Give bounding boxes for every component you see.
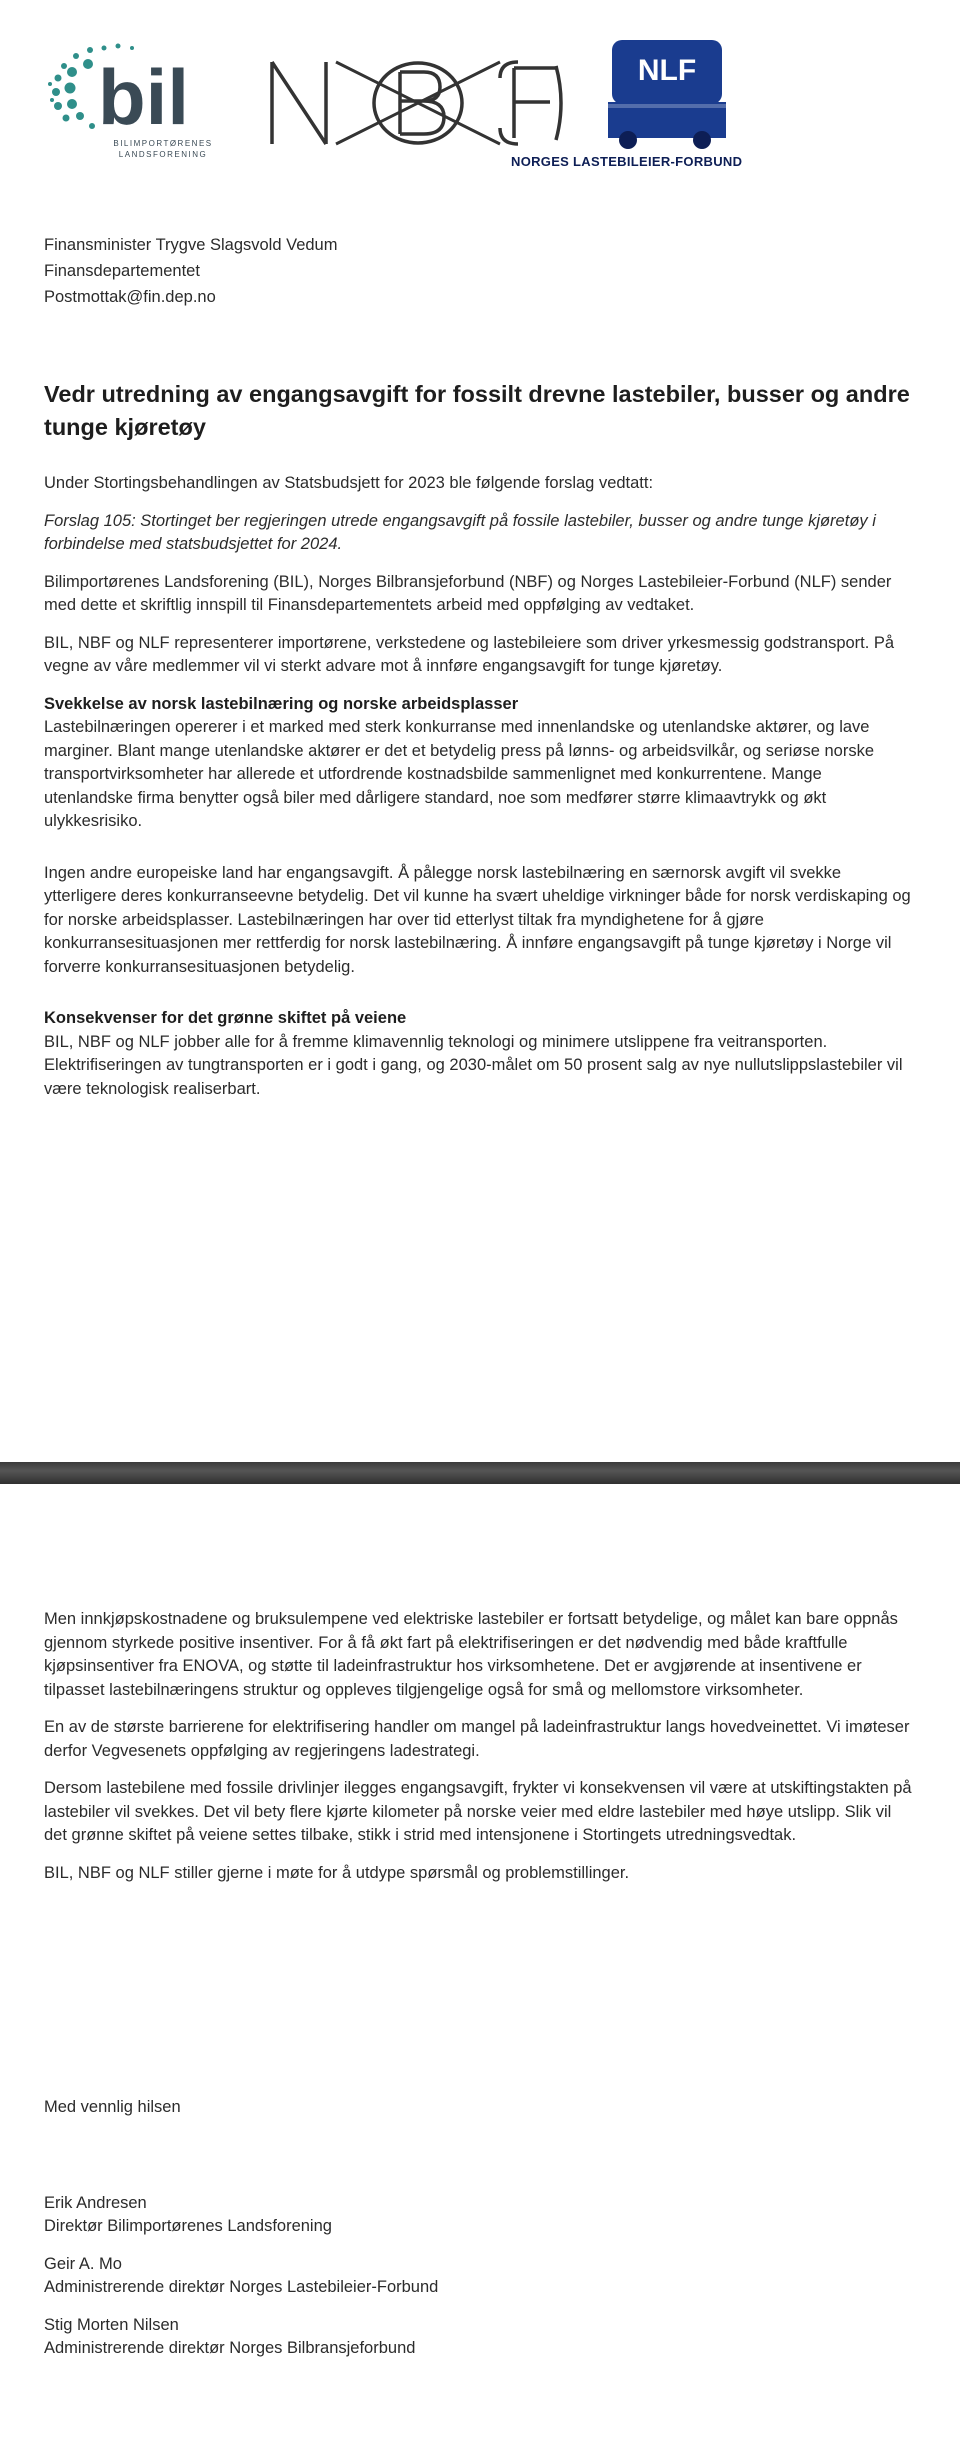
- nbf-letter-n: [272, 62, 326, 144]
- proposal-quote: Forslag 105: Stortinget ber regjeringen utrede engangsavgift på fossile lastebiler, busser og andre tunge kjøretøy i forbindelse med statsbudsjettet for 2024.: [44, 511, 876, 553]
- nbf-letter-b: [400, 72, 444, 134]
- charging-paragraph: En av de største barrierene for elektrifisering handler om mangel på ladeinfrastruktur langs hovedveinettet. Vi imøteser derfor Vegvesenets oppfølging av regjeringens ladestrategi.: [44, 1718, 910, 1760]
- signer-role: Administrerende direktør Norges Lastebileier-Forbund: [44, 2278, 439, 2296]
- europe-paragraph: Ingen andre europeiske land har engangsavgift. Å pålegge norsk lastebilnæring en særnorsk avgift vil svekke ytterligere deres konkurranseevne betydelig. Det vil kunne ha svært uheldige virkninger både for norsk verdiskaping og for norske arbeidsplasser. Lastebilnæringen har over tid etterlyst tiltak fra myndighetene for å gjøre konkurransesituasjonen mer rettferdig for norsk lastebilnæring. Å innføre engangsavgift på tunge kjøretøy i Norge vil forverre konkurransesituasjonen betydelig.: [44, 863, 911, 976]
- intro-paragraph: Under Stortingsbehandlingen av Statsbudsjett for 2023 ble følgende forslag vedtatt:: [44, 474, 654, 492]
- page1-body: [44, 472, 914, 1115]
- signer-name: Geir A. Mo: [44, 2254, 122, 2273]
- recipient-name: Finansminister Trygve Slagsvold Vedum: [44, 236, 338, 254]
- recipient-block: [44, 232, 914, 310]
- market-paragraph: Lastebilnæringen opererer i et marked med sterk konkurranse med innenlandske og utenlandske aktører, og lave marginer. Blant mange utenlandske aktører er det et betydelig press på lønns- og arbeidsvilkår, og seriøse norske transportvirksomheter har allerede et utfordrende kostnadsbilde sammenlignet med konkurrentene. Mange utenlandske firma benytter også biler med dårligere standard, noe som medfører større klimaavtrykk og økt ulykkesrisiko.: [44, 718, 875, 830]
- closing-phrase: Med vennlig hilsen: [44, 2098, 181, 2116]
- signer-role: Direktør Bilimportørenes Landsforening: [44, 2217, 332, 2235]
- bil-sub-line2: LANDSFORENING: [118, 150, 208, 159]
- bil-logo: [46, 36, 276, 166]
- signer-role: Administrerende direktør Norges Bilbransjeforbund: [44, 2339, 416, 2357]
- position-paragraph: BIL, NBF og NLF representerer importørene, verkstedene og lastebileiere som driver yrkesmessig godstransport. På vegne av våre medlemmer vil vi sterkt advare mot å innføre engangsavgift for tunge kjøretøy.: [44, 633, 895, 675]
- nlf-wordmark: NLF: [637, 54, 697, 87]
- submitters-paragraph: Bilimportørenes Landsforening (BIL), Norges Bilbransjeforbund (NBF) og Norges Lastebileier-Forbund (NLF) sender med dette et skriftlig innspill til Finansdepartementets arbeid med oppfølging av vedtaket.: [44, 572, 892, 614]
- section-heading-weakening: Svekkelse av norsk lastebilnæring og norske arbeidsplasser: [44, 694, 519, 713]
- nlf-caption: NORGES LASTEBILEIER-FORBUND: [511, 154, 743, 169]
- signer-name: Erik Andresen: [44, 2193, 147, 2212]
- bil-sub-line1: BILIMPORTØRENES: [113, 139, 213, 148]
- signer-1: [44, 2192, 914, 2239]
- electrification-paragraph: BIL, NBF og NLF jobber alle for å fremme klimavennlig teknologi og minimere utslippene fra veitransporten. Elektrifiseringen av tungtransporten er i godt i gang, og 2030-målet om 50 prosent salg av nye nullutslippslastebiler vil være teknologisk realiserbart.: [44, 1032, 903, 1098]
- page2-body: [44, 1608, 914, 1899]
- letter-title: Vedr utredning av engangsavgift for fossilt drevne lastebiler, busser og andre tunge kjøretøy: [44, 381, 910, 440]
- section-heading-green-shift: Konsekvenser for det grønne skiftet på veiene: [44, 1009, 407, 1027]
- recipient-department: Finansdepartementet: [44, 262, 200, 280]
- signer-name: Stig Morten Nilsen: [44, 2315, 179, 2334]
- nbf-logo: [268, 58, 568, 148]
- meeting-offer-paragraph: BIL, NBF og NLF stiller gjerne i møte for å utdype spørsmål og problemstillinger.: [44, 1863, 630, 1882]
- page-separator: [0, 1462, 960, 1484]
- consequence-paragraph: Dersom lastebilene med fossile drivlinjer ilegges engangsavgift, frykter vi konsekvensen vil være at utskiftingstakten på lastebiler vil svekkes. Det vil bety flere kjørte kilometer på norske veier med eldre lastebiler med høye utslipp. Slik vil det grønne skiftet på veiene settes tilbake, stikk i strid med intensjonene i Stortingets utredningsvedtak.: [44, 1779, 912, 1844]
- bil-wordmark: bil: [98, 53, 189, 141]
- header-logos: [44, 22, 844, 182]
- signer-2: [44, 2253, 914, 2300]
- signature-block: [44, 2096, 914, 2375]
- incentives-paragraph: Men innkjøpskostnadene og bruksulempene ved elektriske lastebiler er fortsatt betydelige, og målet kan bare oppnås gjennom styrkede positive insentiver. For å få økt fart på elektrifiseringen er det nødvendig med både kraftfulle kjøpsinsentiver fra ENOVA, og støtte til ladeinfrastruktur hos virksomhetene. Det er avgjørende at insentivene er tilpasset lastebilnæringens struktur og oppleves tilgjengelige også for små og mellomstore virksomheter.: [44, 1610, 898, 1699]
- recipient-email: Postmottak@fin.dep.no: [44, 288, 216, 306]
- signer-3: [44, 2314, 914, 2361]
- nbf-wordmark: NBF: [417, 147, 419, 148]
- nbf-letter-f: [514, 68, 558, 138]
